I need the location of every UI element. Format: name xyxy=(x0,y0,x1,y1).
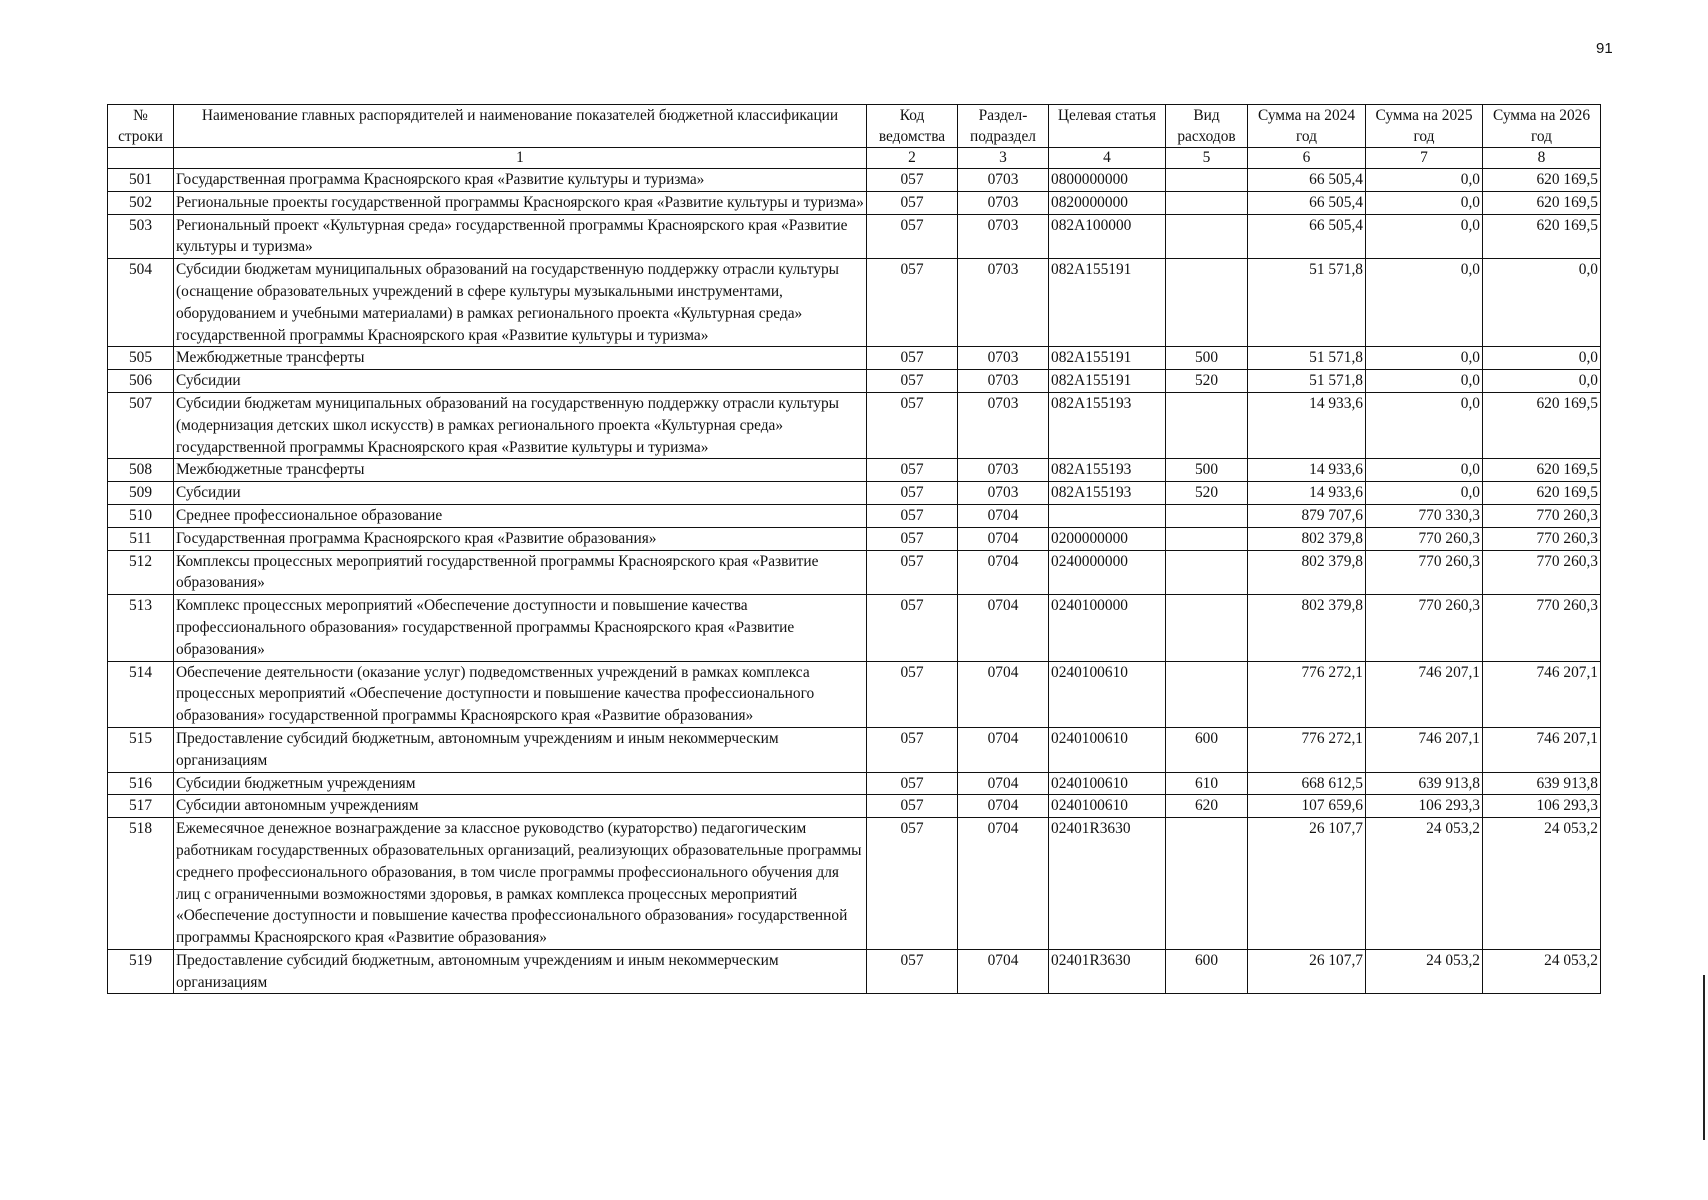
sum-2024: 776 272,1 xyxy=(1248,661,1366,727)
header-sum-2026: Сумма на 2026 год xyxy=(1483,105,1601,148)
table-row xyxy=(108,527,1601,550)
sum-2026: 620 169,5 xyxy=(1483,169,1601,192)
header-row-number: № строки xyxy=(108,105,174,148)
expense-kind xyxy=(1166,214,1248,259)
header-row xyxy=(108,105,1601,148)
target-code: 0820000000 xyxy=(1049,191,1166,214)
header-name: Наименование главных распорядителей и наименование показателей бюджетной классификации xyxy=(174,105,867,148)
section-code: 0703 xyxy=(958,214,1049,259)
row-number: 505 xyxy=(108,347,174,370)
sum-2026: 770 260,3 xyxy=(1483,595,1601,661)
target-code: 0240100610 xyxy=(1049,727,1166,772)
row-name: Государственная программа Красноярского края «Развитие образования» xyxy=(174,527,867,550)
sum-2024: 66 505,4 xyxy=(1248,214,1366,259)
target-code: 0240100610 xyxy=(1049,772,1166,795)
row-name: Обеспечение деятельности (оказание услуг) подведомственных учреждений в рамках комплекса процессных мероприятий «Обеспечение доступности и повышение качества профессионального образования» государственной программы Красноярского края «Развитие образования» xyxy=(174,661,867,727)
sum-2024: 802 379,8 xyxy=(1248,550,1366,595)
row-number: 518 xyxy=(108,818,174,950)
sum-2025: 0,0 xyxy=(1366,214,1483,259)
target-code: 0240000000 xyxy=(1049,550,1166,595)
sum-2024: 26 107,7 xyxy=(1248,949,1366,994)
dept-code: 057 xyxy=(867,482,958,505)
expense-kind: 520 xyxy=(1166,482,1248,505)
section-code: 0703 xyxy=(958,370,1049,393)
section-code: 0704 xyxy=(958,661,1049,727)
table-row xyxy=(108,818,1601,950)
sum-2024: 879 707,6 xyxy=(1248,504,1366,527)
sum-2026: 620 169,5 xyxy=(1483,482,1601,505)
table-row xyxy=(108,459,1601,482)
section-code: 0703 xyxy=(958,347,1049,370)
sum-2026: 24 053,2 xyxy=(1483,949,1601,994)
section-code: 0703 xyxy=(958,259,1049,347)
sum-2026: 620 169,5 xyxy=(1483,214,1601,259)
sum-2024: 51 571,8 xyxy=(1248,259,1366,347)
table-row xyxy=(108,504,1601,527)
dept-code: 057 xyxy=(867,392,958,458)
sum-2026: 746 207,1 xyxy=(1483,727,1601,772)
table-row xyxy=(108,949,1601,994)
sum-2026: 0,0 xyxy=(1483,259,1601,347)
sum-2025: 0,0 xyxy=(1366,370,1483,393)
row-number: 511 xyxy=(108,527,174,550)
dept-code: 057 xyxy=(867,949,958,994)
section-code: 0704 xyxy=(958,550,1049,595)
row-name: Межбюджетные трансферты xyxy=(174,347,867,370)
table-row xyxy=(108,214,1601,259)
dept-code: 057 xyxy=(867,661,958,727)
sum-2025: 24 053,2 xyxy=(1366,949,1483,994)
sum-2024: 66 505,4 xyxy=(1248,191,1366,214)
expense-kind: 500 xyxy=(1166,459,1248,482)
sum-2026: 620 169,5 xyxy=(1483,459,1601,482)
row-number: 507 xyxy=(108,392,174,458)
dept-code: 057 xyxy=(867,504,958,527)
dept-code: 057 xyxy=(867,459,958,482)
section-code: 0704 xyxy=(958,595,1049,661)
row-name: Субсидии бюджетам муниципальных образований на государственную поддержку отрасли культуры (модернизация детских школ искусств) в рамках регионального проекта «Культурная среда» государственной программы Красноярского края «Развитие культуры и туризма» xyxy=(174,392,867,458)
sum-2024: 14 933,6 xyxy=(1248,459,1366,482)
row-number: 517 xyxy=(108,795,174,818)
row-name: Комплекс процессных мероприятий «Обеспечение доступности и повышение качества профессионального образования» государственной программы Красноярского края «Развитие образования» xyxy=(174,595,867,661)
sum-2024: 668 612,5 xyxy=(1248,772,1366,795)
sum-2025: 0,0 xyxy=(1366,347,1483,370)
sum-2025: 106 293,3 xyxy=(1366,795,1483,818)
row-name: Ежемесячное денежное вознаграждение за классное руководство (кураторство) педагогическим работникам государственных образовательных организаций, реализующих образовательные программы среднего профессионального образования, в том числе программы профессионального обучения для лиц с ограниченными возможностями здоровья, в рамках комплекса процессных мероприятий «Обеспечение доступности и повышение качества профессионального образования» государственной программы Красноярского края «Развитие образования» xyxy=(174,818,867,950)
dept-code: 057 xyxy=(867,214,958,259)
dept-code: 057 xyxy=(867,772,958,795)
target-code: 0800000000 xyxy=(1049,169,1166,192)
page-number: 91 xyxy=(1596,40,1613,57)
target-code: 082A100000 xyxy=(1049,214,1166,259)
sum-2026: 24 053,2 xyxy=(1483,818,1601,950)
table-row xyxy=(108,169,1601,192)
expense-kind xyxy=(1166,504,1248,527)
table-row xyxy=(108,259,1601,347)
table-row xyxy=(108,392,1601,458)
row-name: Субсидии xyxy=(174,482,867,505)
header-kind: Вид расходов xyxy=(1166,105,1248,148)
sum-2025: 770 330,3 xyxy=(1366,504,1483,527)
row-name: Предоставление субсидий бюджетным, автономным учреждениям и иным некоммерческим организациям xyxy=(174,949,867,994)
row-number: 506 xyxy=(108,370,174,393)
expense-kind xyxy=(1166,527,1248,550)
row-name: Среднее профессиональное образование xyxy=(174,504,867,527)
expense-kind xyxy=(1166,818,1248,950)
target-code: 082A155193 xyxy=(1049,459,1166,482)
sum-2024: 66 505,4 xyxy=(1248,169,1366,192)
sum-2025: 746 207,1 xyxy=(1366,727,1483,772)
header-sum-2025: Сумма на 2025 год xyxy=(1366,105,1483,148)
budget-table xyxy=(107,104,1601,994)
target-code xyxy=(1049,504,1166,527)
section-code: 0703 xyxy=(958,191,1049,214)
sum-2025: 0,0 xyxy=(1366,169,1483,192)
sum-2026: 0,0 xyxy=(1483,347,1601,370)
sum-2025: 746 207,1 xyxy=(1366,661,1483,727)
header-section: Раздел-подраздел xyxy=(958,105,1049,148)
dept-code: 057 xyxy=(867,169,958,192)
target-code: 02401R3630 xyxy=(1049,949,1166,994)
table-row xyxy=(108,370,1601,393)
sum-2024: 14 933,6 xyxy=(1248,482,1366,505)
row-name: Межбюджетные трансферты xyxy=(174,459,867,482)
expense-kind: 520 xyxy=(1166,370,1248,393)
section-code: 0703 xyxy=(958,169,1049,192)
table-row xyxy=(108,191,1601,214)
column-number: 2 xyxy=(867,148,958,169)
sum-2026: 746 207,1 xyxy=(1483,661,1601,727)
sum-2025: 770 260,3 xyxy=(1366,527,1483,550)
table-row xyxy=(108,482,1601,505)
table-row xyxy=(108,347,1601,370)
section-code: 0704 xyxy=(958,527,1049,550)
row-name: Комплексы процессных мероприятий государственной программы Красноярского края «Развитие образования» xyxy=(174,550,867,595)
row-number: 513 xyxy=(108,595,174,661)
table-row xyxy=(108,550,1601,595)
dept-code: 057 xyxy=(867,795,958,818)
column-number xyxy=(108,148,174,169)
sum-2025: 639 913,8 xyxy=(1366,772,1483,795)
expense-kind: 500 xyxy=(1166,347,1248,370)
table-row xyxy=(108,795,1601,818)
row-name: Субсидии автономным учреждениям xyxy=(174,795,867,818)
row-number: 501 xyxy=(108,169,174,192)
target-code: 0240100610 xyxy=(1049,661,1166,727)
expense-kind xyxy=(1166,595,1248,661)
section-code: 0704 xyxy=(958,504,1049,527)
target-code: 0200000000 xyxy=(1049,527,1166,550)
header-sum-2024: Сумма на 2024 год xyxy=(1248,105,1366,148)
table-header xyxy=(108,105,1601,169)
expense-kind: 610 xyxy=(1166,772,1248,795)
expense-kind xyxy=(1166,661,1248,727)
column-number: 6 xyxy=(1248,148,1366,169)
sum-2025: 24 053,2 xyxy=(1366,818,1483,950)
sum-2024: 107 659,6 xyxy=(1248,795,1366,818)
row-number: 502 xyxy=(108,191,174,214)
dept-code: 057 xyxy=(867,370,958,393)
expense-kind: 600 xyxy=(1166,949,1248,994)
target-code: 0240100610 xyxy=(1049,795,1166,818)
column-number: 4 xyxy=(1049,148,1166,169)
row-name: Субсидии бюджетным учреждениям xyxy=(174,772,867,795)
sum-2025: 770 260,3 xyxy=(1366,550,1483,595)
dept-code: 057 xyxy=(867,550,958,595)
expense-kind xyxy=(1166,259,1248,347)
sum-2024: 776 272,1 xyxy=(1248,727,1366,772)
row-number: 515 xyxy=(108,727,174,772)
row-name: Субсидии бюджетам муниципальных образований на государственную поддержку отрасли культуры (оснащение образовательных учреждений в сфере культуры музыкальными инструментами, оборудованием и учебными материалами) в рамках регионального проекта «Культурная среда» государственной программы Красноярского края «Развитие культуры и туризма» xyxy=(174,259,867,347)
sum-2024: 14 933,6 xyxy=(1248,392,1366,458)
table-row xyxy=(108,772,1601,795)
column-number: 7 xyxy=(1366,148,1483,169)
sum-2026: 639 913,8 xyxy=(1483,772,1601,795)
target-code: 082A155193 xyxy=(1049,482,1166,505)
section-code: 0704 xyxy=(958,772,1049,795)
sum-2024: 802 379,8 xyxy=(1248,527,1366,550)
section-code: 0704 xyxy=(958,818,1049,950)
dept-code: 057 xyxy=(867,595,958,661)
dept-code: 057 xyxy=(867,347,958,370)
sum-2025: 770 260,3 xyxy=(1366,595,1483,661)
header-target: Целевая статья xyxy=(1049,105,1166,148)
dept-code: 057 xyxy=(867,191,958,214)
expense-kind xyxy=(1166,550,1248,595)
row-number: 503 xyxy=(108,214,174,259)
sum-2024: 51 571,8 xyxy=(1248,370,1366,393)
sum-2026: 620 169,5 xyxy=(1483,392,1601,458)
section-code: 0704 xyxy=(958,795,1049,818)
expense-kind xyxy=(1166,191,1248,214)
dept-code: 057 xyxy=(867,818,958,950)
sum-2024: 26 107,7 xyxy=(1248,818,1366,950)
target-code: 02401R3630 xyxy=(1049,818,1166,950)
sum-2025: 0,0 xyxy=(1366,459,1483,482)
table-row xyxy=(108,727,1601,772)
scan-edge-line xyxy=(1703,975,1705,1140)
section-code: 0703 xyxy=(958,392,1049,458)
column-number: 8 xyxy=(1483,148,1601,169)
dept-code: 057 xyxy=(867,527,958,550)
row-number: 514 xyxy=(108,661,174,727)
expense-kind: 600 xyxy=(1166,727,1248,772)
sum-2026: 0,0 xyxy=(1483,370,1601,393)
sum-2026: 770 260,3 xyxy=(1483,550,1601,595)
row-number: 509 xyxy=(108,482,174,505)
expense-kind xyxy=(1166,392,1248,458)
expense-kind xyxy=(1166,169,1248,192)
target-code: 0240100000 xyxy=(1049,595,1166,661)
section-code: 0703 xyxy=(958,459,1049,482)
row-number: 508 xyxy=(108,459,174,482)
table-row xyxy=(108,661,1601,727)
sum-2026: 620 169,5 xyxy=(1483,191,1601,214)
row-name: Региональные проекты государственной программы Красноярского края «Развитие культуры и туризма» xyxy=(174,191,867,214)
section-code: 0704 xyxy=(958,949,1049,994)
sum-2025: 0,0 xyxy=(1366,191,1483,214)
row-name: Субсидии xyxy=(174,370,867,393)
expense-kind: 620 xyxy=(1166,795,1248,818)
row-name: Государственная программа Красноярского края «Развитие культуры и туризма» xyxy=(174,169,867,192)
sum-2025: 0,0 xyxy=(1366,392,1483,458)
dept-code: 057 xyxy=(867,259,958,347)
target-code: 082A155191 xyxy=(1049,370,1166,393)
target-code: 082A155191 xyxy=(1049,259,1166,347)
dept-code: 057 xyxy=(867,727,958,772)
row-number: 504 xyxy=(108,259,174,347)
column-number-row xyxy=(108,148,1601,169)
column-number: 1 xyxy=(174,148,867,169)
target-code: 082A155193 xyxy=(1049,392,1166,458)
table-row xyxy=(108,595,1601,661)
sum-2025: 0,0 xyxy=(1366,259,1483,347)
sum-2024: 802 379,8 xyxy=(1248,595,1366,661)
sum-2026: 770 260,3 xyxy=(1483,504,1601,527)
sum-2026: 106 293,3 xyxy=(1483,795,1601,818)
section-code: 0703 xyxy=(958,482,1049,505)
sum-2025: 0,0 xyxy=(1366,482,1483,505)
table-body xyxy=(108,169,1601,994)
row-number: 510 xyxy=(108,504,174,527)
row-number: 512 xyxy=(108,550,174,595)
column-number: 3 xyxy=(958,148,1049,169)
row-name: Предоставление субсидий бюджетным, автономным учреждениям и иным некоммерческим организациям xyxy=(174,727,867,772)
target-code: 082A155191 xyxy=(1049,347,1166,370)
sum-2024: 51 571,8 xyxy=(1248,347,1366,370)
row-number: 519 xyxy=(108,949,174,994)
header-dept-code: Код ведомства xyxy=(867,105,958,148)
section-code: 0704 xyxy=(958,727,1049,772)
row-name: Региональный проект «Культурная среда» государственной программы Красноярского края «Развитие культуры и туризма» xyxy=(174,214,867,259)
row-number: 516 xyxy=(108,772,174,795)
sum-2026: 770 260,3 xyxy=(1483,527,1601,550)
column-number: 5 xyxy=(1166,148,1248,169)
